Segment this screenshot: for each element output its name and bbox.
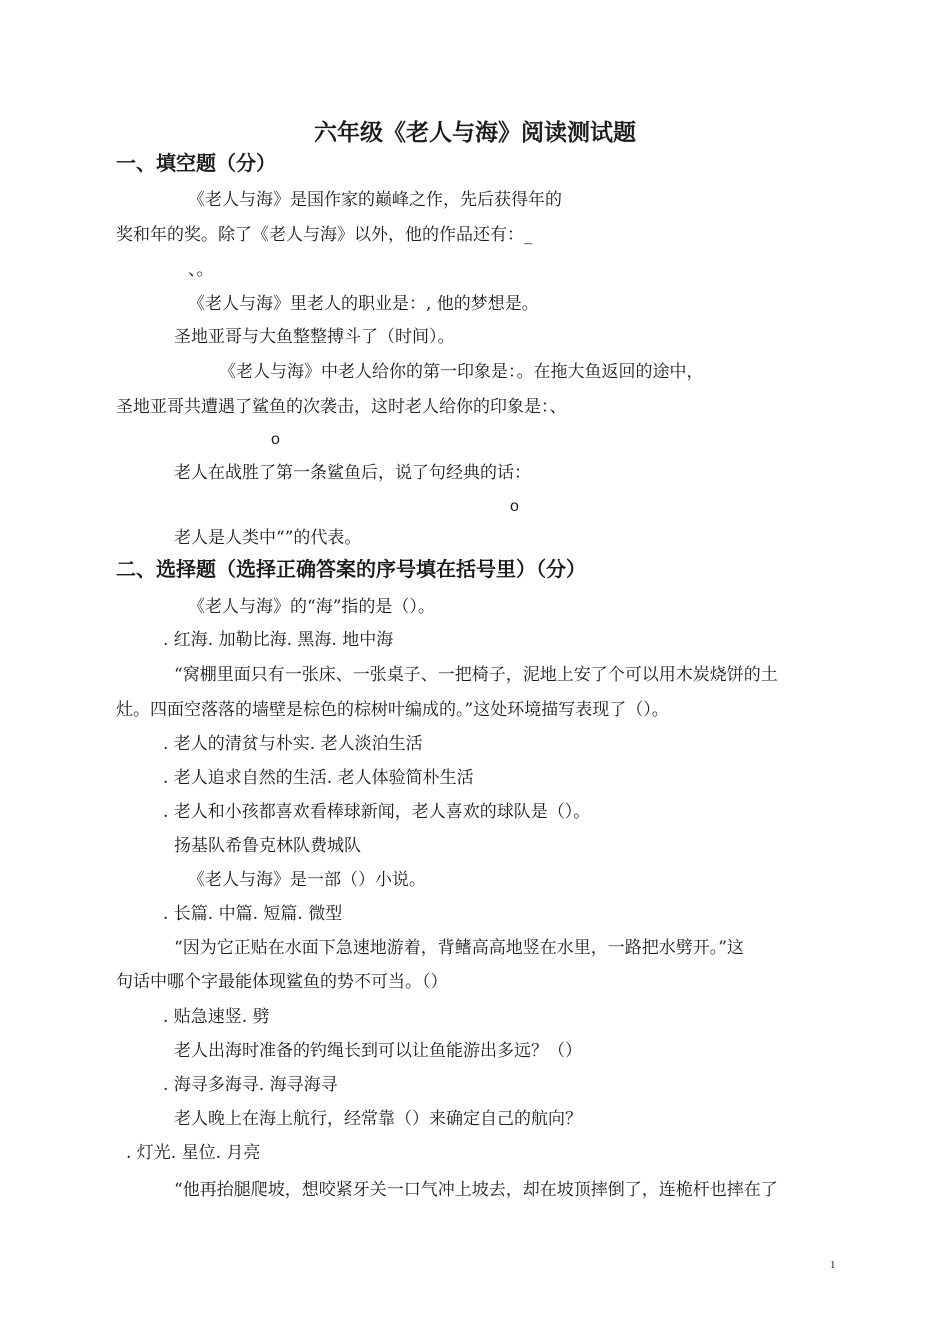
text-line: “因为它正贴在水面下急速地游着，背鳍高高地竖在水里，一路把水劈开。”这 [174, 938, 744, 958]
text-line: 圣地亚哥与大鱼整整搏斗了（时间）。 [174, 327, 455, 347]
page-title: 六年级《老人与海》阅读测试题 [314, 120, 636, 146]
section-heading-multiple-choice: 二、选择题（选择正确答案的序号填在括号里）（分） [116, 557, 586, 581]
page-number: 1 [830, 1259, 836, 1271]
text-line: 句话中哪个字最能体现鲨鱼的势不可当。（） [116, 972, 448, 992]
text-line: 《老人与海》中老人给你的第一印象是：。在拖大鱼返回的途中， [219, 362, 704, 382]
text-line: . 海寻多海寻. 海寻海寻 [163, 1075, 338, 1095]
text-line: 老人出海时准备的钓绳长到可以让鱼能游出多远？（） [174, 1041, 582, 1061]
text-line: . 红海. 加勒比海. 黑海. 地中海 [163, 630, 394, 650]
text-line: 《老人与海》的“海”指的是（）。 [188, 597, 435, 617]
text-line: . 灯光. 星位. 月亮 [126, 1143, 261, 1163]
text-line: 老人在战胜了第一条鲨鱼后，说了句经典的话： [174, 463, 531, 483]
text-line: 奖和年的奖。除了《老人与海》以外，他的作品还有：_ [116, 225, 533, 245]
text-line: 《老人与海》是国作家的巅峰之作，先后获得年的 [188, 190, 562, 210]
text-line: 灶。四面空落落的墙壁是棕色的棕树叶编成的。”这处环境描写表现了（）。 [116, 700, 669, 720]
text-line: . 老人追求自然的生活. 老人体验简朴生活 [163, 768, 474, 788]
text-line: “窝棚里面只有一张床、一张桌子、一把椅子，泥地上安了个可以用木炭烧饼的土 [174, 665, 778, 685]
text-line: . 老人和小孩都喜欢看棒球新闻，老人喜欢的球队是（）。 [163, 802, 591, 822]
end-mark: o [271, 431, 280, 448]
end-mark: o [510, 498, 519, 515]
text-line: “他再抬腿爬坡，想咬紧牙关一口气冲上坡去，却在坡顶摔倒了，连桅杆也摔在了 [174, 1180, 778, 1200]
text-line: 扬基队希鲁克林队费城队 [174, 836, 361, 856]
section-heading-fill-in: 一、填空题（分） [116, 151, 276, 175]
text-line: 《老人与海》里老人的职业是：, 他的梦想是。 [188, 294, 539, 314]
text-line: . 老人的清贫与朴实. 老人淡泊生活 [163, 734, 423, 754]
text-line: . 贴急速竖. 劈 [163, 1007, 270, 1027]
text-line: 《老人与海》是一部（）小说。 [188, 870, 426, 890]
text-line: 老人是人类中“”的代表。 [174, 528, 362, 548]
text-line: . 长篇. 中篇. 短篇. 微型 [163, 904, 343, 924]
text-line: 老人晚上在海上航行，经常靠（）来确定自己的航向？ [174, 1109, 582, 1129]
text-line: 、。 [188, 260, 214, 280]
text-line: 圣地亚哥共遭遇了鲨鱼的次袭击，这时老人给你的印象是：、 [116, 397, 567, 417]
